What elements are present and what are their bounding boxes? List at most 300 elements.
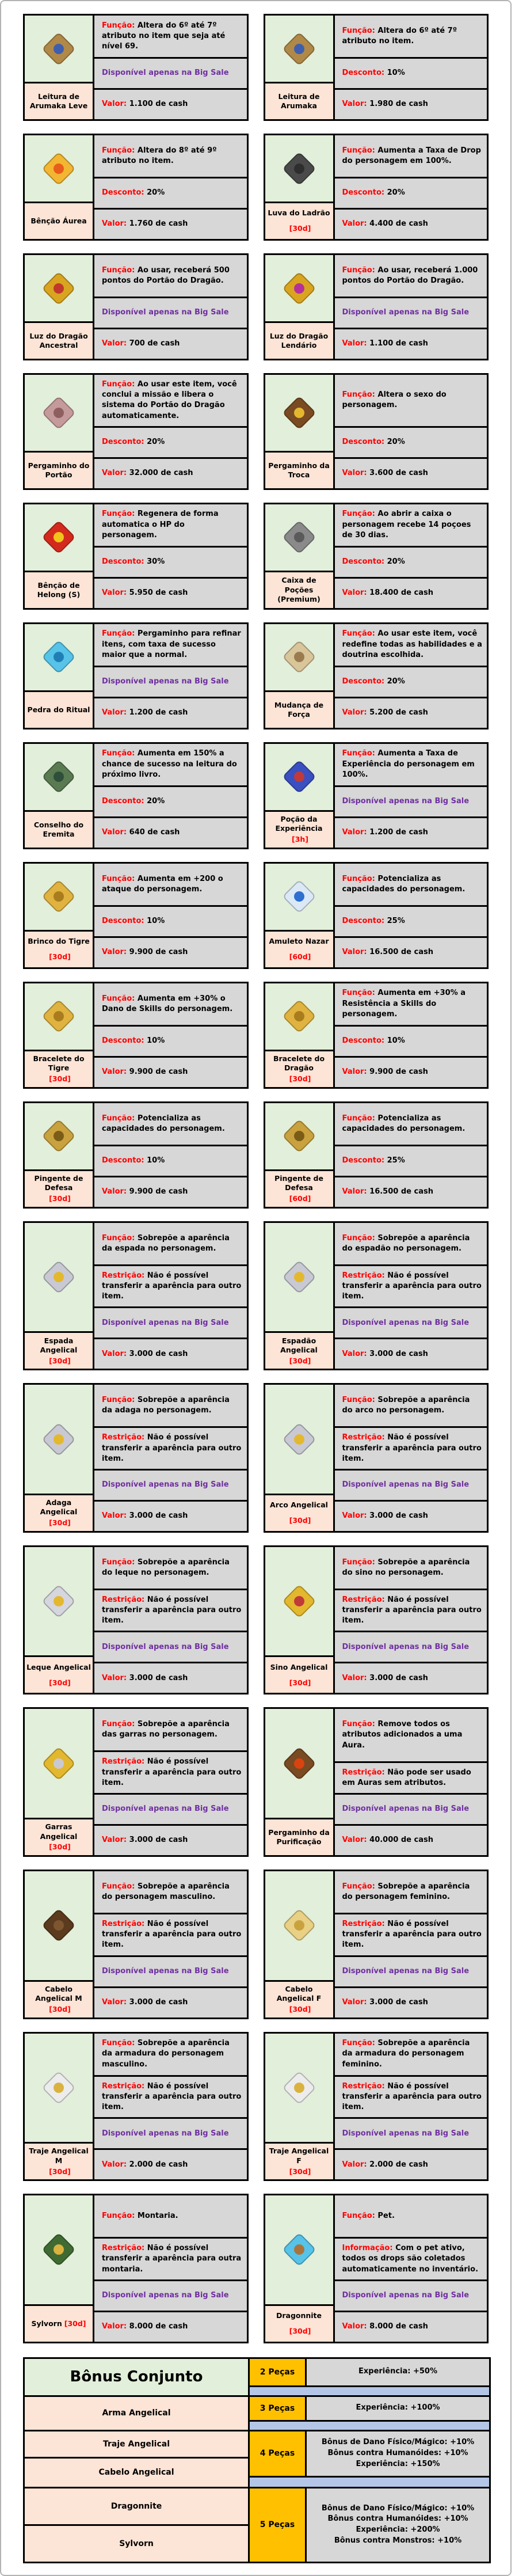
row-value: Não é possível transferir a aparência para outro item.: [102, 1595, 242, 1625]
item-icon-cell: [265, 1547, 333, 1656]
item-left-column: [265, 16, 335, 119]
set-bonus-table: [23, 2357, 491, 2563]
row-label: Restrição:: [342, 1433, 385, 1442]
row-text: [102, 1114, 242, 1134]
big-sale-note: Disponível apenas na Big Sale: [102, 2129, 229, 2138]
item-row-bigsale: [335, 1631, 487, 1662]
row-text: [102, 749, 242, 780]
item-name: [25, 2142, 93, 2179]
row-label: Restrição:: [342, 1768, 385, 1777]
item-row-valor: [94, 1056, 247, 1087]
row-label: Valor:: [102, 828, 127, 837]
icon-core: [51, 161, 66, 176]
row-text: [342, 2211, 395, 2221]
row-label: Valor:: [342, 588, 367, 598]
bonus-line: Experiência: +200%: [356, 2525, 440, 2535]
item-row-valor: [335, 1338, 487, 1369]
row-text: [342, 99, 428, 109]
item-icon-cell: [25, 624, 93, 690]
sylvorn-mount-icon: [41, 2233, 75, 2267]
icon-core: [51, 1756, 66, 1770]
row-text: [102, 265, 242, 286]
row-value: 25%: [387, 917, 405, 926]
item-name: [25, 202, 93, 239]
item-duration-tag: [30d]: [289, 2327, 311, 2336]
row-label: Desconto:: [342, 917, 385, 926]
row-text: [102, 2211, 178, 2221]
item-duration-tag: [30d]: [49, 1678, 71, 1687]
row-text: [102, 588, 188, 598]
angelic-bow-icon: [282, 1422, 316, 1456]
bonus-line: Bônus contra Humanóides: +10%: [327, 2514, 468, 2524]
item-left-column: [265, 744, 335, 848]
row-text: [342, 437, 405, 447]
item-row-bigsale: [94, 1631, 247, 1662]
row-label: Função:: [342, 1557, 375, 1567]
row-value: Sobrepõe a aparência do espadão no personagem.: [342, 1233, 470, 1253]
item-left-column: [265, 864, 335, 967]
row-label: Valor:: [102, 1511, 127, 1521]
row-text: [102, 2160, 188, 2170]
swap-scroll-icon: [282, 396, 316, 430]
row-value: 1.200 de cash: [369, 828, 428, 837]
big-sale-note: Disponível apenas na Big Sale: [342, 2291, 470, 2300]
item-row-valor: [335, 1176, 487, 1207]
row-label: Informação:: [342, 2244, 393, 2253]
set-item-traje-angelical: Traje Angelical: [25, 2431, 248, 2457]
item-name-text: Bracelete do Dragão: [273, 1054, 325, 1073]
item-name: [25, 321, 93, 359]
row-value: Ao abrir a caixa o personagem recebe 14 poçoes de 30 dias.: [342, 510, 471, 539]
item-name: [265, 930, 333, 967]
item-name-text: Amuleto Nazar: [269, 937, 329, 946]
bonus-line: Bônus contra Humanóides: +10%: [327, 2448, 468, 2457]
ritual-stone-icon: [41, 640, 75, 674]
row-text: [102, 1187, 188, 1197]
row-value: 20%: [147, 188, 165, 197]
row-label: Desconto:: [342, 438, 385, 447]
icon-core: [292, 161, 306, 176]
row-value: 10%: [147, 1036, 165, 1046]
item-left-column: [25, 1103, 94, 1207]
row-value: Altera do 6º até 7º atributo no item.: [342, 26, 457, 45]
item-row-valor: [94, 936, 247, 967]
row-label: Restrição:: [102, 1920, 145, 1928]
row-value: 20%: [147, 797, 165, 806]
item-left-column: [265, 1103, 335, 1207]
icon-core: [51, 1270, 66, 1284]
row-label: Função:: [102, 2212, 135, 2221]
item-left-column: [25, 744, 94, 848]
item-row-bigsale: [335, 1793, 487, 1824]
item-name-text: Espada Angelical: [40, 1336, 78, 1354]
item-row-bigsale: [335, 2117, 487, 2148]
item-row-funcao: [335, 2034, 487, 2075]
row-value: Potencializa as capacidades do personagem.: [102, 1114, 225, 1133]
item-card: [23, 503, 249, 610]
icon-core: [292, 1009, 306, 1024]
row-text: [102, 2038, 242, 2070]
item-icon-cell: [265, 624, 333, 690]
row-label: Valor:: [102, 1997, 127, 2007]
row-label: Desconto:: [102, 1036, 144, 1046]
row-label: Valor:: [342, 2160, 367, 2169]
row-value: 4.400 de cash: [369, 219, 428, 229]
row-label: Valor:: [102, 948, 127, 957]
row-text: [342, 1233, 483, 1254]
item-row-desconto: [335, 1145, 487, 1176]
row-value: 40.000 de cash: [369, 1836, 433, 1845]
item-left-column: [25, 135, 94, 239]
row-value: 2.000 de cash: [129, 2160, 188, 2169]
row-label: Valor:: [102, 219, 127, 229]
row-text: [342, 2322, 428, 2332]
item-card: [264, 1870, 489, 2019]
gate-scroll-icon: [41, 396, 75, 430]
row-label: Desconto:: [342, 1156, 385, 1165]
row-label: Função:: [102, 21, 135, 30]
item-icon-cell: [25, 864, 93, 930]
row-text: [102, 1156, 165, 1166]
item-name-text: Bracelete do Tigre: [33, 1054, 85, 1073]
item-name: [265, 1169, 333, 1207]
icon-core: [51, 1009, 66, 1024]
item-row-valor: [335, 1824, 487, 1855]
row-label: Função:: [342, 26, 375, 35]
row-label: Valor:: [102, 1836, 127, 1845]
row-value: 3.000 de cash: [369, 1997, 428, 2007]
item-row-funcao: [335, 744, 487, 785]
item-name-text: Espadão Angelical: [280, 1336, 318, 1354]
item-row-funcao: [94, 1385, 247, 1426]
item-card: [264, 1707, 489, 1857]
item-icon-cell: [25, 1871, 93, 1980]
big-sale-note: Disponível apenas na Big Sale: [102, 1804, 229, 1814]
row-text: [342, 468, 428, 478]
item-row-bigsale: [94, 297, 247, 328]
pieces-2-cell: 2 Peças: [250, 2359, 305, 2385]
item-left-column: [265, 504, 335, 608]
item-row-valor: [335, 457, 487, 488]
row-text: [102, 2081, 242, 2113]
item-name: [25, 690, 93, 728]
row-value: Ao usar, receberá 1.000 pontos do Portão do Dragão.: [342, 265, 478, 285]
big-sale-note: Disponível apenas na Big Sale: [342, 1966, 470, 1975]
item-name: [25, 2304, 93, 2342]
item-row-desconto: [335, 1025, 487, 1056]
row-text: [342, 339, 428, 349]
row-text: [102, 21, 242, 52]
row-label: Função:: [342, 1882, 375, 1891]
row-value: Sobrepõe a aparência do personagem feminino.: [342, 1882, 470, 1901]
item-description-column: [94, 255, 247, 359]
item-row-funcao: [335, 2195, 487, 2237]
item-row-funcao: [94, 375, 247, 426]
row-label: Restrição:: [342, 2081, 385, 2091]
row-text: [342, 1156, 405, 1166]
item-name-text: Pingente de Defesa: [274, 1174, 323, 1192]
item-row-funcao: [335, 1103, 487, 1145]
row-text: [342, 1349, 428, 1359]
item-name-text: Leitura de Arumaka Leve: [29, 92, 88, 110]
item-left-column: [25, 16, 94, 119]
pieces-4-cell: 4 Peças: [250, 2431, 305, 2476]
item-left-column: [25, 1223, 94, 1369]
big-sale-note: Disponível apenas na Big Sale: [102, 1318, 229, 1327]
item-name-text: Caixa de Poções (Premium): [277, 576, 321, 603]
item-icon-cell: [25, 16, 93, 82]
item-card: [264, 1101, 489, 1209]
icon-core: [51, 890, 66, 904]
nazar-amulet-icon: [282, 880, 316, 914]
row-label: Função:: [102, 2039, 135, 2048]
row-value: 1.200 de cash: [129, 708, 188, 717]
row-label: Desconto:: [102, 917, 144, 926]
dragon-bracelet-icon: [282, 1000, 316, 1034]
tiger-bracelet-icon: [41, 1000, 75, 1034]
row-label: Função:: [102, 265, 135, 275]
icon-core: [292, 1594, 306, 1608]
item-row-bigsale: [335, 785, 487, 816]
row-label: Desconto:: [102, 438, 144, 447]
item-name-text: Pingente de Defesa: [34, 1174, 83, 1192]
item-description-column: [94, 1709, 247, 1855]
set-item-dragonnite: Dragonnite: [25, 2488, 248, 2524]
row-value: Aumenta a Taxa de Drop do personagem em 100%.: [342, 146, 481, 165]
item-row-valor: [94, 1986, 247, 2018]
force-change-scroll-icon: [282, 640, 316, 674]
item-name: [265, 82, 333, 119]
row-text: [342, 708, 428, 718]
row-text: [102, 1511, 188, 1521]
row-label: Valor:: [342, 1673, 367, 1682]
row-value: 640 de cash: [129, 828, 180, 837]
purification-scroll-icon: [282, 1746, 316, 1780]
item-description-column: [335, 255, 487, 359]
item-name-text: Leitura de Arumaka: [278, 92, 320, 110]
item-card: [264, 2032, 489, 2182]
item-row-valor: [94, 1176, 247, 1207]
item-name: [265, 690, 333, 728]
item-description-column: [94, 1547, 247, 1693]
row-label: Função:: [342, 1396, 375, 1405]
row-value: Não é possível transferir a aparência para outro item.: [342, 1271, 482, 1301]
item-card: [23, 1221, 249, 1371]
row-label: Função:: [102, 1557, 135, 1567]
icon-core: [292, 405, 306, 420]
icon-core: [292, 1432, 306, 1446]
item-left-column: [25, 375, 94, 488]
row-text: [342, 1768, 483, 1788]
item-card: [23, 622, 249, 730]
item-card: [264, 2194, 489, 2343]
item-card: [264, 253, 489, 360]
row-label: Valor:: [102, 1187, 127, 1196]
row-value: Não é possível transferir a aparência para outro item.: [342, 2081, 482, 2111]
row-value: 16.500 de cash: [369, 1187, 433, 1196]
item-name: [265, 1331, 333, 1369]
item-row-valor: [94, 457, 247, 488]
row-value: Potencializa as capacidades do personagem.: [342, 874, 466, 894]
row-text: [342, 188, 405, 198]
row-value: Não é possível transferir a aparência para outra montaria.: [102, 2244, 242, 2274]
row-value: Regenera de forma automatica o HP do personagem.: [102, 510, 219, 539]
row-value: Sobrepõe a aparência da espada no personagem.: [102, 1233, 230, 1253]
row-label: Restrição:: [102, 1757, 145, 1766]
row-value: Ao usar este item, você redefine todas as habilidades e a doutrina escolhida.: [342, 629, 482, 659]
item-row-funcao: [94, 983, 247, 1025]
item-name: [25, 451, 93, 488]
row-text: [342, 1036, 405, 1046]
item-card: [23, 1383, 249, 1533]
item-row-desconto: [94, 177, 247, 208]
item-duration-tag: [30d]: [49, 1194, 71, 1203]
bonus-line: Experiência: +50%: [358, 2367, 437, 2376]
angelic-sword-icon: [41, 1260, 75, 1294]
item-duration-tag: [30d]: [49, 1518, 71, 1528]
item-icon-cell: [25, 1103, 93, 1169]
item-name-text: Arco Angelical: [270, 1500, 328, 1510]
item-name: [265, 571, 333, 608]
row-value: 3.000 de cash: [369, 1349, 428, 1358]
row-value: 700 de cash: [129, 339, 180, 348]
row-text: [102, 1882, 242, 1902]
item-row-restricao: [335, 1761, 487, 1793]
item-name-text: Garras Angelical: [40, 1822, 78, 1841]
row-value: 32.000 de cash: [129, 469, 193, 478]
spacer-row: [250, 2387, 489, 2395]
row-text: [102, 1835, 188, 1845]
item-row-bigsale: [94, 666, 247, 697]
row-value: Pergaminho para refinar itens, com taxa de sucesso maior que a normal.: [102, 629, 241, 659]
big-sale-note: Disponível apenas na Big Sale: [342, 2129, 470, 2138]
item-description-column: [94, 864, 247, 967]
item-description-column: [94, 16, 247, 119]
row-label: Função:: [102, 380, 135, 389]
item-name-text: Conselho do Eremita: [33, 820, 84, 838]
item-left-column: [25, 1709, 94, 1855]
row-text: [102, 994, 242, 1015]
row-value: Sobrepõe a aparência do leque no personagem.: [102, 1557, 230, 1577]
icon-core: [51, 281, 66, 295]
row-value: Não é possível transferir a aparência para outro item.: [342, 1433, 482, 1463]
row-label: Valor:: [342, 1349, 367, 1358]
pieces-5-cell: 5 Peças: [250, 2488, 305, 2562]
item-left-column: [25, 2195, 94, 2342]
item-name: [25, 1818, 93, 1855]
row-label: Função:: [342, 629, 375, 639]
row-text: [342, 2243, 483, 2275]
defense-pendant-icon: [282, 1119, 316, 1153]
item-name-text: Dragonnite: [276, 2311, 322, 2320]
item-left-column: [265, 1223, 335, 1369]
row-text: [342, 1433, 483, 1464]
item-row-funcao: [335, 1385, 487, 1426]
row-value: 3.000 de cash: [129, 1997, 188, 2007]
item-row-valor: [335, 1056, 487, 1087]
row-value: 20%: [387, 188, 405, 197]
row-value: Sobrepõe a aparência do arco no personagem.: [342, 1396, 470, 1415]
row-label: Função:: [342, 2039, 375, 2048]
item-icon-cell: [265, 983, 333, 1050]
row-text: [342, 677, 405, 687]
row-label: Função:: [342, 1233, 375, 1243]
item-card: [264, 373, 489, 490]
item-row-valor: [94, 1500, 247, 1531]
set-bonus-title: Bônus Conjunto: [25, 2359, 248, 2395]
row-value: Sobrepõe a aparência da adaga no personagem.: [102, 1396, 230, 1415]
item-duration-tag: [30d]: [49, 1842, 71, 1852]
item-cards-grid: [23, 14, 489, 2343]
row-text: [102, 708, 188, 718]
row-text: [342, 1719, 483, 1751]
row-label: Valor:: [102, 708, 127, 717]
row-text: [342, 1673, 428, 1684]
item-card: [23, 253, 249, 360]
row-text: [102, 1673, 188, 1684]
row-value: 1.760 de cash: [129, 219, 188, 229]
item-row-funcao: [94, 864, 247, 905]
big-sale-note: Disponível apenas na Big Sale: [102, 308, 229, 317]
row-value: 9.900 de cash: [129, 948, 188, 957]
item-duration-tag: [30d]: [289, 1516, 311, 1525]
bonus-line: Bônus de Dano Físico/Mágico: +10%: [321, 2437, 475, 2446]
row-text: [342, 827, 428, 838]
icon-core: [51, 1432, 66, 1446]
item-row-desconto: [94, 1145, 247, 1176]
item-row-bigsale: [335, 1306, 487, 1338]
hermit-advice-icon: [41, 760, 75, 794]
item-card: [23, 982, 249, 1089]
item-row-funcao: [94, 1547, 247, 1589]
row-text: [102, 557, 165, 567]
row-value: Aumenta em +30% a Resistência a Skills do personagem.: [342, 989, 466, 1019]
item-row-valor: [335, 88, 487, 119]
row-value: Não é possível transferir a aparência para outro item.: [342, 1920, 482, 1950]
item-name: [25, 930, 93, 967]
item-card: [264, 1545, 489, 1695]
item-row-valor: [335, 816, 487, 848]
item-name-text: Sino Angelical: [270, 1662, 328, 1671]
item-row-funcao: [335, 255, 487, 297]
row-text: [342, 1835, 433, 1845]
row-label: Desconto:: [102, 557, 144, 567]
item-row-desconto: [335, 905, 487, 936]
item-description-column: [94, 1223, 247, 1369]
row-label: Função:: [342, 874, 375, 883]
item-card: [264, 14, 489, 121]
thief-glove-icon: [282, 151, 316, 185]
item-icon-cell: [265, 255, 333, 321]
icon-core: [51, 770, 66, 784]
item-name-text: Pergaminho da Troca: [268, 461, 330, 479]
item-description-column: [335, 375, 487, 488]
big-sale-note: Disponível apenas na Big Sale: [102, 1642, 229, 1651]
row-text: [342, 588, 433, 598]
item-icon-cell: [265, 1871, 333, 1980]
item-name: [265, 1494, 333, 1531]
item-row-desconto: [335, 546, 487, 577]
item-row-funcao: [335, 504, 487, 546]
icon-core: [292, 41, 306, 56]
item-card: [264, 982, 489, 1089]
big-sale-note: Disponível apenas na Big Sale: [102, 2291, 229, 2300]
item-row-restricao: [335, 1426, 487, 1469]
row-label: Função:: [102, 1114, 135, 1123]
row-value: 9.900 de cash: [369, 1067, 428, 1077]
row-value: Pet.: [377, 2212, 395, 2221]
row-value: Aumenta a Taxa de Experiência do personagem em 100%.: [342, 749, 475, 779]
